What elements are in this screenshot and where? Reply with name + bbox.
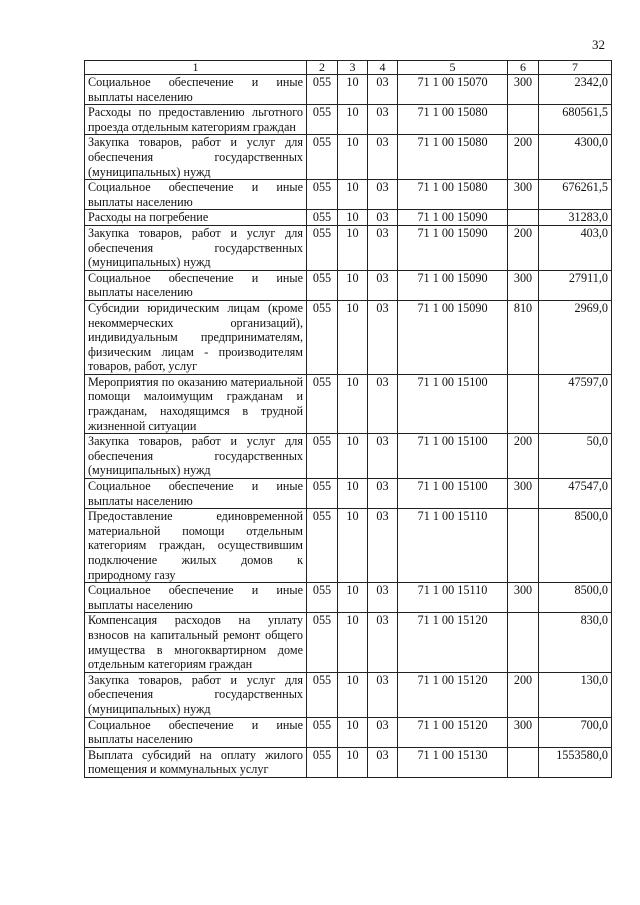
table-row — [85, 225, 612, 270]
col-6-value: 200 — [508, 225, 539, 270]
col-5-value: 71 1 00 15090 — [398, 225, 508, 270]
row-description: Компенсация расходов на уплату взносов на капитальный ремонт общего имущества в многоквартирном доме отдельным категориям граждан — [85, 613, 307, 672]
table-row — [85, 747, 612, 777]
col-3-value: 10 — [338, 613, 368, 672]
header-cell: 4 — [368, 61, 398, 75]
col-7-amount: 47597,0 — [539, 374, 612, 433]
row-description: Закупка товаров, работ и услуг для обеспечения государственных (муниципальных) нужд — [85, 672, 307, 717]
col-6-value: 300 — [508, 717, 539, 747]
col-3-value: 10 — [338, 434, 368, 479]
col-7-amount: 31283,0 — [539, 210, 612, 226]
table-row — [85, 270, 612, 300]
col-4-value: 03 — [368, 613, 398, 672]
col-2-value: 055 — [307, 434, 338, 479]
col-6-value — [508, 210, 539, 226]
table-row — [85, 613, 612, 672]
col-4-value: 03 — [368, 300, 398, 374]
col-7-amount: 4300,0 — [539, 135, 612, 180]
col-6-value: 300 — [508, 180, 539, 210]
col-2-value: 055 — [307, 613, 338, 672]
col-6-value — [508, 613, 539, 672]
col-3-value: 10 — [338, 479, 368, 509]
col-3-value: 10 — [338, 180, 368, 210]
col-3-value: 10 — [338, 374, 368, 433]
col-4-value: 03 — [368, 434, 398, 479]
col-7-amount: 403,0 — [539, 225, 612, 270]
col-5-value: 71 1 00 15130 — [398, 747, 508, 777]
col-7-amount: 27911,0 — [539, 270, 612, 300]
col-5-value: 71 1 00 15100 — [398, 434, 508, 479]
col-6-value: 200 — [508, 135, 539, 180]
col-6-value — [508, 509, 539, 583]
header-cell: 7 — [539, 61, 612, 75]
col-3-value: 10 — [338, 509, 368, 583]
col-4-value: 03 — [368, 75, 398, 105]
row-description: Закупка товаров, работ и услуг для обеспечения государственных (муниципальных) нужд — [85, 225, 307, 270]
col-3-value: 10 — [338, 717, 368, 747]
col-2-value: 055 — [307, 75, 338, 105]
col-4-value: 03 — [368, 374, 398, 433]
col-5-value: 71 1 00 15070 — [398, 75, 508, 105]
header-row — [85, 61, 612, 75]
col-7-amount: 8500,0 — [539, 583, 612, 613]
col-7-amount: 50,0 — [539, 434, 612, 479]
col-5-value: 71 1 00 15090 — [398, 210, 508, 226]
col-6-value: 300 — [508, 75, 539, 105]
col-3-value: 10 — [338, 105, 368, 135]
col-6-value: 200 — [508, 672, 539, 717]
col-2-value: 055 — [307, 374, 338, 433]
col-2-value: 055 — [307, 210, 338, 226]
col-6-value: 300 — [508, 270, 539, 300]
col-7-amount: 47547,0 — [539, 479, 612, 509]
row-description: Предоставление единовременной материальной помощи отдельным категориям граждан, осуществившим подключение жилых домов к природному газу — [85, 509, 307, 583]
col-6-value — [508, 105, 539, 135]
col-7-amount: 830,0 — [539, 613, 612, 672]
row-description: Закупка товаров, работ и услуг для обеспечения государственных (муниципальных) нужд — [85, 434, 307, 479]
row-description: Мероприятия по оказанию материальной помощи малоимущим гражданам и гражданам, находящимся в трудной жизненной ситуации — [85, 374, 307, 433]
header-cell: 3 — [338, 61, 368, 75]
table-row — [85, 105, 612, 135]
col-3-value: 10 — [338, 75, 368, 105]
col-3-value: 10 — [338, 210, 368, 226]
header-cell: 1 — [85, 61, 307, 75]
col-5-value: 71 1 00 15110 — [398, 583, 508, 613]
col-2-value: 055 — [307, 583, 338, 613]
col-2-value: 055 — [307, 225, 338, 270]
row-description: Социальное обеспечение и иные выплаты населению — [85, 270, 307, 300]
col-3-value: 10 — [338, 672, 368, 717]
col-4-value: 03 — [368, 180, 398, 210]
table-row — [85, 75, 612, 105]
col-4-value: 03 — [368, 105, 398, 135]
col-3-value: 10 — [338, 747, 368, 777]
col-3-value: 10 — [338, 583, 368, 613]
col-4-value: 03 — [368, 270, 398, 300]
col-5-value: 71 1 00 15090 — [398, 270, 508, 300]
row-description: Социальное обеспечение и иные выплаты населению — [85, 583, 307, 613]
col-7-amount: 1553580,0 — [539, 747, 612, 777]
col-2-value: 055 — [307, 135, 338, 180]
col-5-value: 71 1 00 15090 — [398, 300, 508, 374]
col-6-value — [508, 374, 539, 433]
row-description: Выплата субсидий на оплату жилого помещения и коммунальных услуг — [85, 747, 307, 777]
page-number: 32 — [592, 37, 605, 52]
table-row — [85, 434, 612, 479]
col-2-value: 055 — [307, 672, 338, 717]
col-4-value: 03 — [368, 225, 398, 270]
col-3-value: 10 — [338, 270, 368, 300]
table-row — [85, 180, 612, 210]
row-description: Социальное обеспечение и иные выплаты населению — [85, 75, 307, 105]
table-row — [85, 717, 612, 747]
col-3-value: 10 — [338, 225, 368, 270]
col-7-amount: 130,0 — [539, 672, 612, 717]
header-cell: 5 — [398, 61, 508, 75]
col-5-value: 71 1 00 15120 — [398, 717, 508, 747]
col-2-value: 055 — [307, 270, 338, 300]
col-5-value: 71 1 00 15120 — [398, 613, 508, 672]
col-4-value: 03 — [368, 747, 398, 777]
col-4-value: 03 — [368, 717, 398, 747]
col-5-value: 71 1 00 15080 — [398, 180, 508, 210]
row-description: Субсидии юридическим лицам (кроме некоммерческих организаций), индивидуальным предпринимателям, физическим лицам - производителям товаров, работ, услуг — [85, 300, 307, 374]
col-6-value — [508, 747, 539, 777]
col-5-value: 71 1 00 15100 — [398, 374, 508, 433]
col-4-value: 03 — [368, 672, 398, 717]
row-description: Расходы на погребение — [85, 210, 307, 226]
col-2-value: 055 — [307, 180, 338, 210]
col-7-amount: 676261,5 — [539, 180, 612, 210]
col-2-value: 055 — [307, 717, 338, 747]
table-row — [85, 509, 612, 583]
col-7-amount: 2342,0 — [539, 75, 612, 105]
col-4-value: 03 — [368, 210, 398, 226]
table-row — [85, 135, 612, 180]
col-5-value: 71 1 00 15080 — [398, 135, 508, 180]
col-4-value: 03 — [368, 509, 398, 583]
table-row — [85, 300, 612, 374]
col-7-amount: 8500,0 — [539, 509, 612, 583]
col-2-value: 055 — [307, 747, 338, 777]
col-2-value: 055 — [307, 479, 338, 509]
col-6-value: 810 — [508, 300, 539, 374]
header-cell: 2 — [307, 61, 338, 75]
table-row — [85, 672, 612, 717]
col-5-value: 71 1 00 15110 — [398, 509, 508, 583]
col-3-value: 10 — [338, 135, 368, 180]
col-2-value: 055 — [307, 509, 338, 583]
row-description: Закупка товаров, работ и услуг для обеспечения государственных (муниципальных) нужд — [85, 135, 307, 180]
row-description: Расходы по предоставлению льготного проезда отдельным категориям граждан — [85, 105, 307, 135]
col-5-value: 71 1 00 15100 — [398, 479, 508, 509]
table-row — [85, 479, 612, 509]
col-2-value: 055 — [307, 105, 338, 135]
row-description: Социальное обеспечение и иные выплаты населению — [85, 479, 307, 509]
col-4-value: 03 — [368, 479, 398, 509]
col-7-amount: 680561,5 — [539, 105, 612, 135]
budget-table — [84, 60, 612, 778]
col-4-value: 03 — [368, 135, 398, 180]
col-3-value: 10 — [338, 300, 368, 374]
col-6-value: 300 — [508, 583, 539, 613]
header-cell: 6 — [508, 61, 539, 75]
row-description: Социальное обеспечение и иные выплаты населению — [85, 717, 307, 747]
col-5-value: 71 1 00 15080 — [398, 105, 508, 135]
col-7-amount: 2969,0 — [539, 300, 612, 374]
col-5-value: 71 1 00 15120 — [398, 672, 508, 717]
col-6-value: 200 — [508, 434, 539, 479]
table-row — [85, 374, 612, 433]
col-4-value: 03 — [368, 583, 398, 613]
col-6-value: 300 — [508, 479, 539, 509]
row-description: Социальное обеспечение и иные выплаты населению — [85, 180, 307, 210]
col-7-amount: 700,0 — [539, 717, 612, 747]
col-2-value: 055 — [307, 300, 338, 374]
table-row — [85, 210, 612, 226]
table-row — [85, 583, 612, 613]
